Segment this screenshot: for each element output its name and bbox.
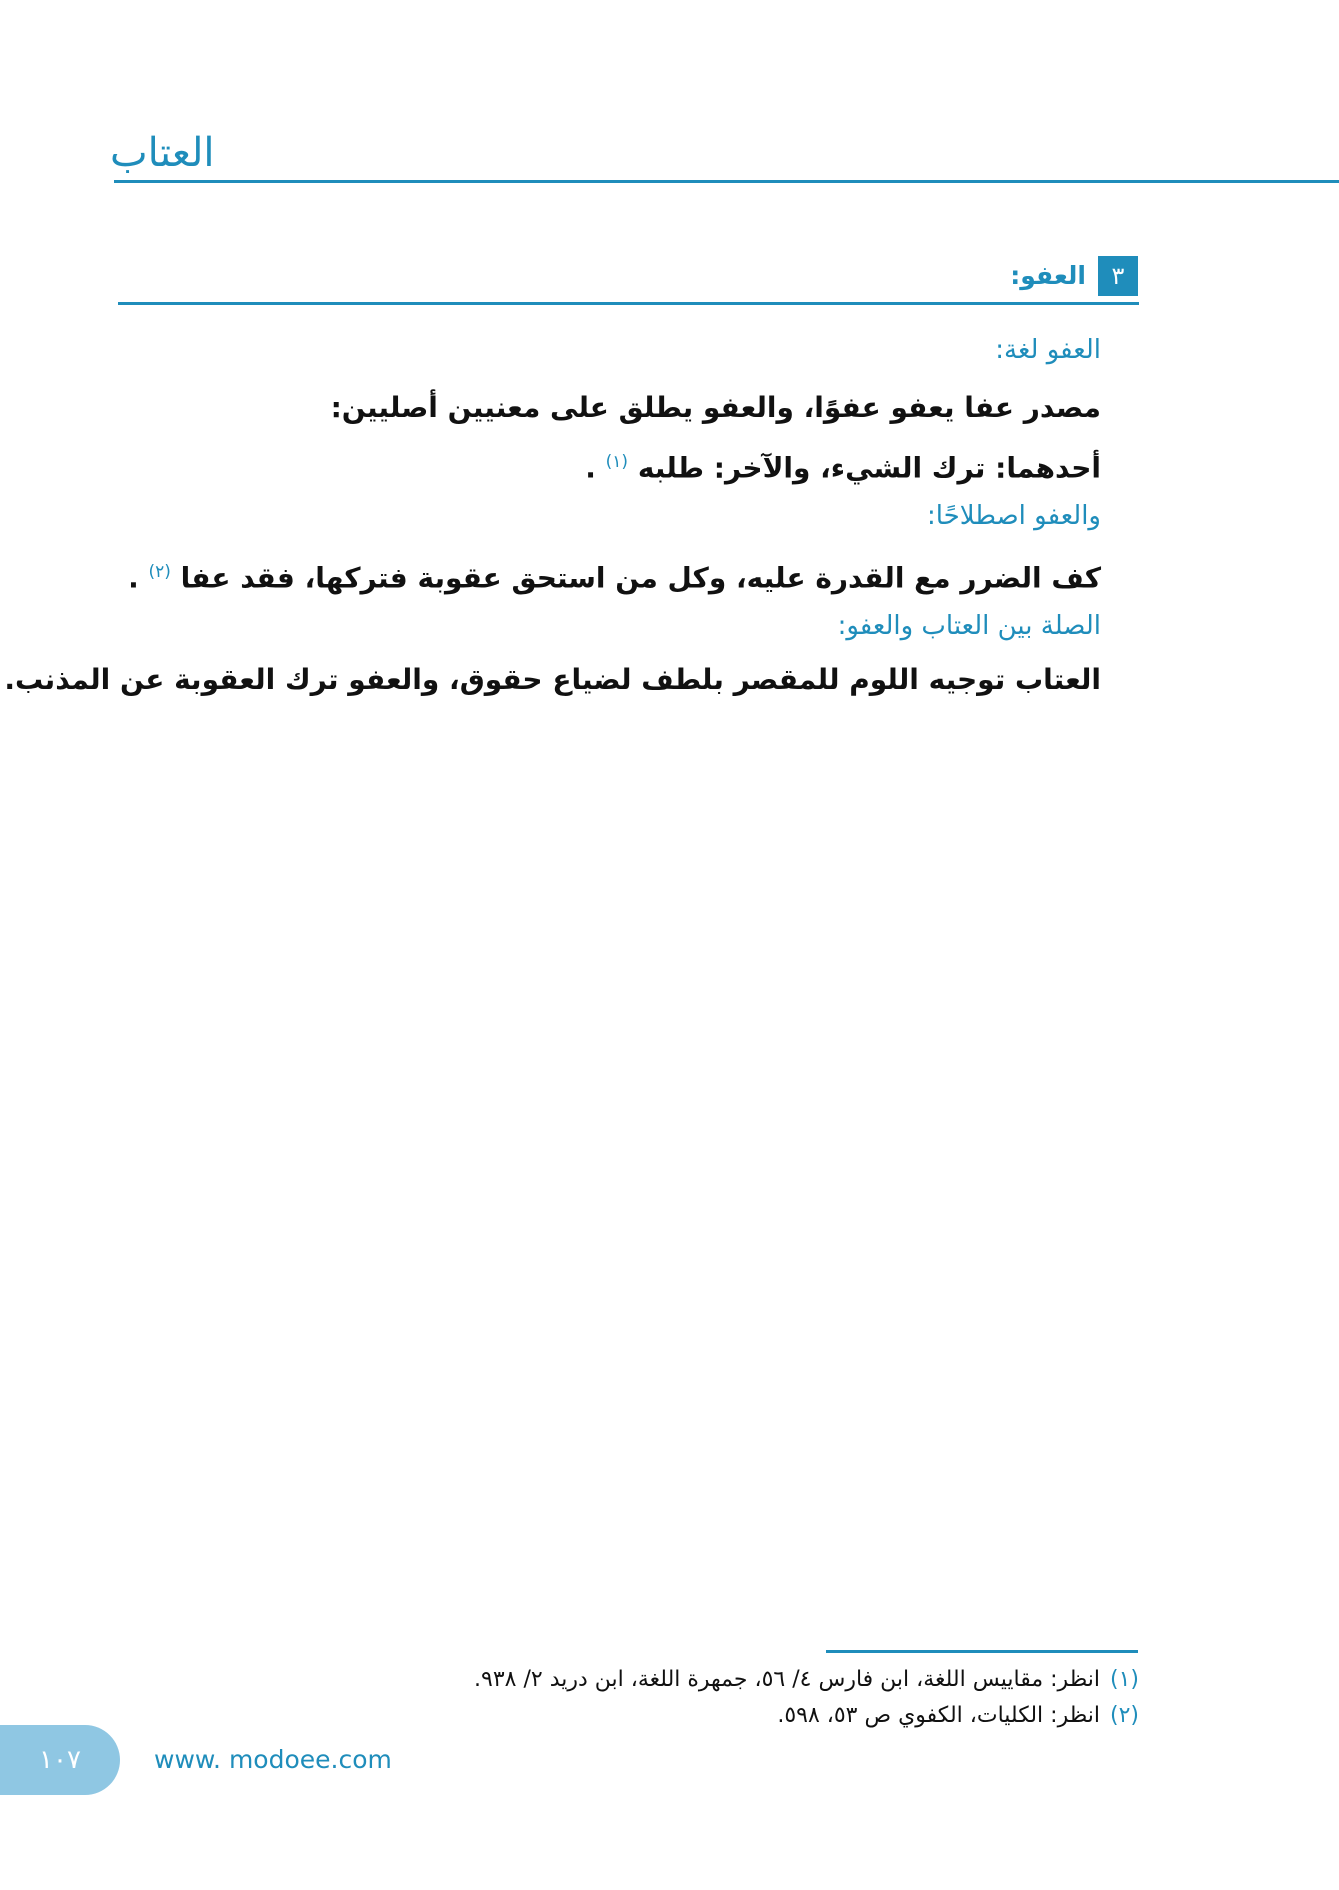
section-divider bbox=[118, 302, 1139, 305]
footnotes-divider bbox=[826, 1650, 1138, 1653]
page-number: ١٠٧ bbox=[0, 1725, 120, 1795]
footnote-1 bbox=[139, 1663, 1139, 1697]
footnote-2 bbox=[139, 1699, 1139, 1733]
footnote-2-text: انظر: الكليات، الكفوي ص ٥٣، ٥٩٨. bbox=[777, 1703, 1100, 1728]
paragraph-line-3-text: كف الضرر مع القدرة عليه، وكل من استحق عقوبة فتركها، فقد عفا bbox=[180, 561, 1101, 595]
footnote-2-number: (٢) bbox=[1109, 1703, 1139, 1728]
running-header-title: العتاب bbox=[110, 130, 215, 176]
footnote-1-number: (١) bbox=[1109, 1667, 1139, 1692]
paragraph-line-1: مصدر عفا يعفو عفوًا، والعفو يطلق على معنيين أصليين: bbox=[330, 391, 1101, 424]
paragraph-line-3 bbox=[101, 548, 1101, 596]
section-title: العفو: bbox=[1010, 261, 1086, 290]
heading-linguistic-meaning: العفو لغة: bbox=[995, 335, 1101, 365]
website-link[interactable]: www. modoee.com bbox=[154, 1745, 392, 1774]
footnote-1-text: انظر: مقاييس اللغة، ابن فارس ٤/ ٥٦، جمهرة اللغة، ابن دريد ٢/ ٩٣٨. bbox=[474, 1667, 1100, 1692]
header-divider bbox=[114, 180, 1339, 183]
paragraph-line-2-end: . bbox=[585, 451, 596, 485]
paragraph-line-2-text: أحدهما: ترك الشيء، والآخر: طلبه bbox=[637, 451, 1101, 485]
footnote-marker-1[interactable]: (١) bbox=[605, 452, 629, 472]
heading-technical-meaning: والعفو اصطلاحًا: bbox=[927, 501, 1101, 531]
paragraph-line-4: العتاب توجيه اللوم للمقصر بلطف لضياع حقوق، والعفو ترك العقوبة عن المذنب. bbox=[4, 663, 1101, 696]
paragraph-line-3-end: . bbox=[128, 561, 139, 595]
footnote-marker-2[interactable]: (٢) bbox=[148, 562, 171, 582]
section-number-badge: ٣ bbox=[1098, 256, 1138, 296]
heading-relation: الصلة بين العتاب والعفو: bbox=[837, 611, 1101, 641]
paragraph-line-2 bbox=[101, 438, 1101, 486]
